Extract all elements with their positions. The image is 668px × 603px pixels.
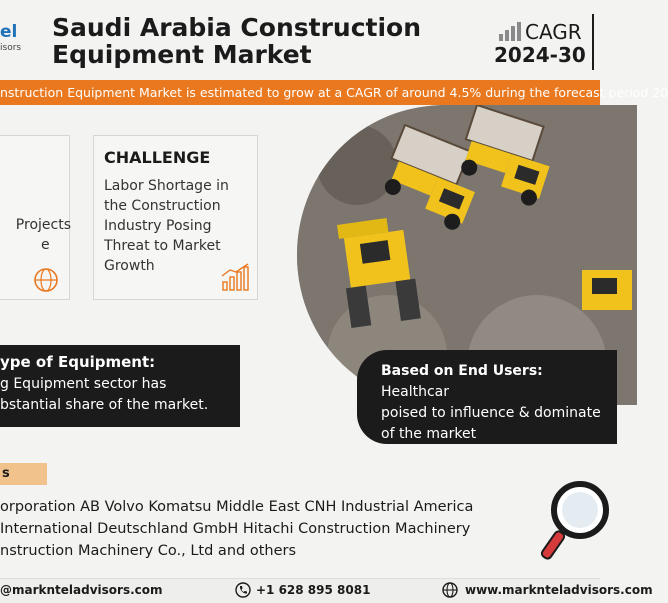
equipment-body-line-2: bstantial share of the market. bbox=[0, 397, 209, 413]
footer-website[interactable]: www.marknteladvisors.com bbox=[465, 583, 653, 597]
challenge-card bbox=[93, 135, 258, 300]
summary-banner: nstruction Equipment Market is estimated to grow at a CAGR of around 4.5% during the forecast period 20 bbox=[0, 80, 600, 105]
end-users-text bbox=[381, 361, 601, 445]
end-users-heading: Based on End Users: bbox=[381, 363, 543, 379]
players-line-1: orporation AB Volvo Komatsu Middle East CNH Industrial America bbox=[0, 499, 474, 515]
end-users-body-line-3: of the market bbox=[381, 426, 477, 442]
brand-logo-text: el bbox=[0, 22, 18, 42]
end-users-box bbox=[357, 350, 617, 444]
phone-icon bbox=[235, 582, 251, 598]
driver-body-line-2: e bbox=[41, 237, 50, 253]
header-divider bbox=[592, 14, 594, 70]
key-players-tag-text: s bbox=[2, 466, 10, 481]
key-players-list bbox=[0, 496, 520, 562]
cagr-years: 2024-30 bbox=[494, 43, 586, 67]
challenge-body: Labor Shortage in the Construction Industry Posing Threat to Market Growth bbox=[104, 178, 229, 274]
equipment-body-line-1: g Equipment sector has bbox=[0, 376, 167, 392]
title-line-1: Saudi Arabia Construction bbox=[52, 13, 422, 42]
driver-body-line-1: Projects bbox=[15, 217, 71, 233]
growth-chart-icon bbox=[220, 262, 252, 292]
magnifier-icon bbox=[540, 480, 600, 570]
driver-card-body bbox=[1, 215, 71, 255]
web-icon bbox=[442, 582, 458, 598]
brand-logo-subtext: isors bbox=[0, 43, 22, 53]
end-users-body-line-2: poised to influence & dominate bbox=[381, 405, 601, 421]
end-users-body-line-1: Healthcar bbox=[381, 384, 450, 400]
driver-card bbox=[0, 135, 70, 300]
footer-email[interactable]: @marknteladvisors.com bbox=[0, 583, 163, 597]
equipment-body bbox=[0, 374, 225, 416]
cagr-bars-icon bbox=[498, 20, 522, 42]
globe-gear-icon bbox=[32, 266, 60, 294]
page-title bbox=[52, 14, 421, 68]
cagr-label: CAGR bbox=[525, 20, 582, 44]
players-line-2: International Deutschland GmbH Hitachi Construction Machinery bbox=[0, 521, 471, 537]
players-line-3: nstruction Machinery Co., Ltd and others bbox=[0, 543, 297, 559]
equipment-heading: ype of Equipment: bbox=[0, 353, 156, 371]
key-players-tag bbox=[0, 463, 47, 485]
equipment-segment-box bbox=[0, 345, 240, 427]
footer-bar bbox=[0, 578, 653, 603]
challenge-title: CHALLENGE bbox=[104, 148, 211, 167]
footer-phone[interactable]: +1 628 895 8081 bbox=[256, 583, 371, 597]
title-line-2: Equipment Market bbox=[52, 40, 312, 69]
